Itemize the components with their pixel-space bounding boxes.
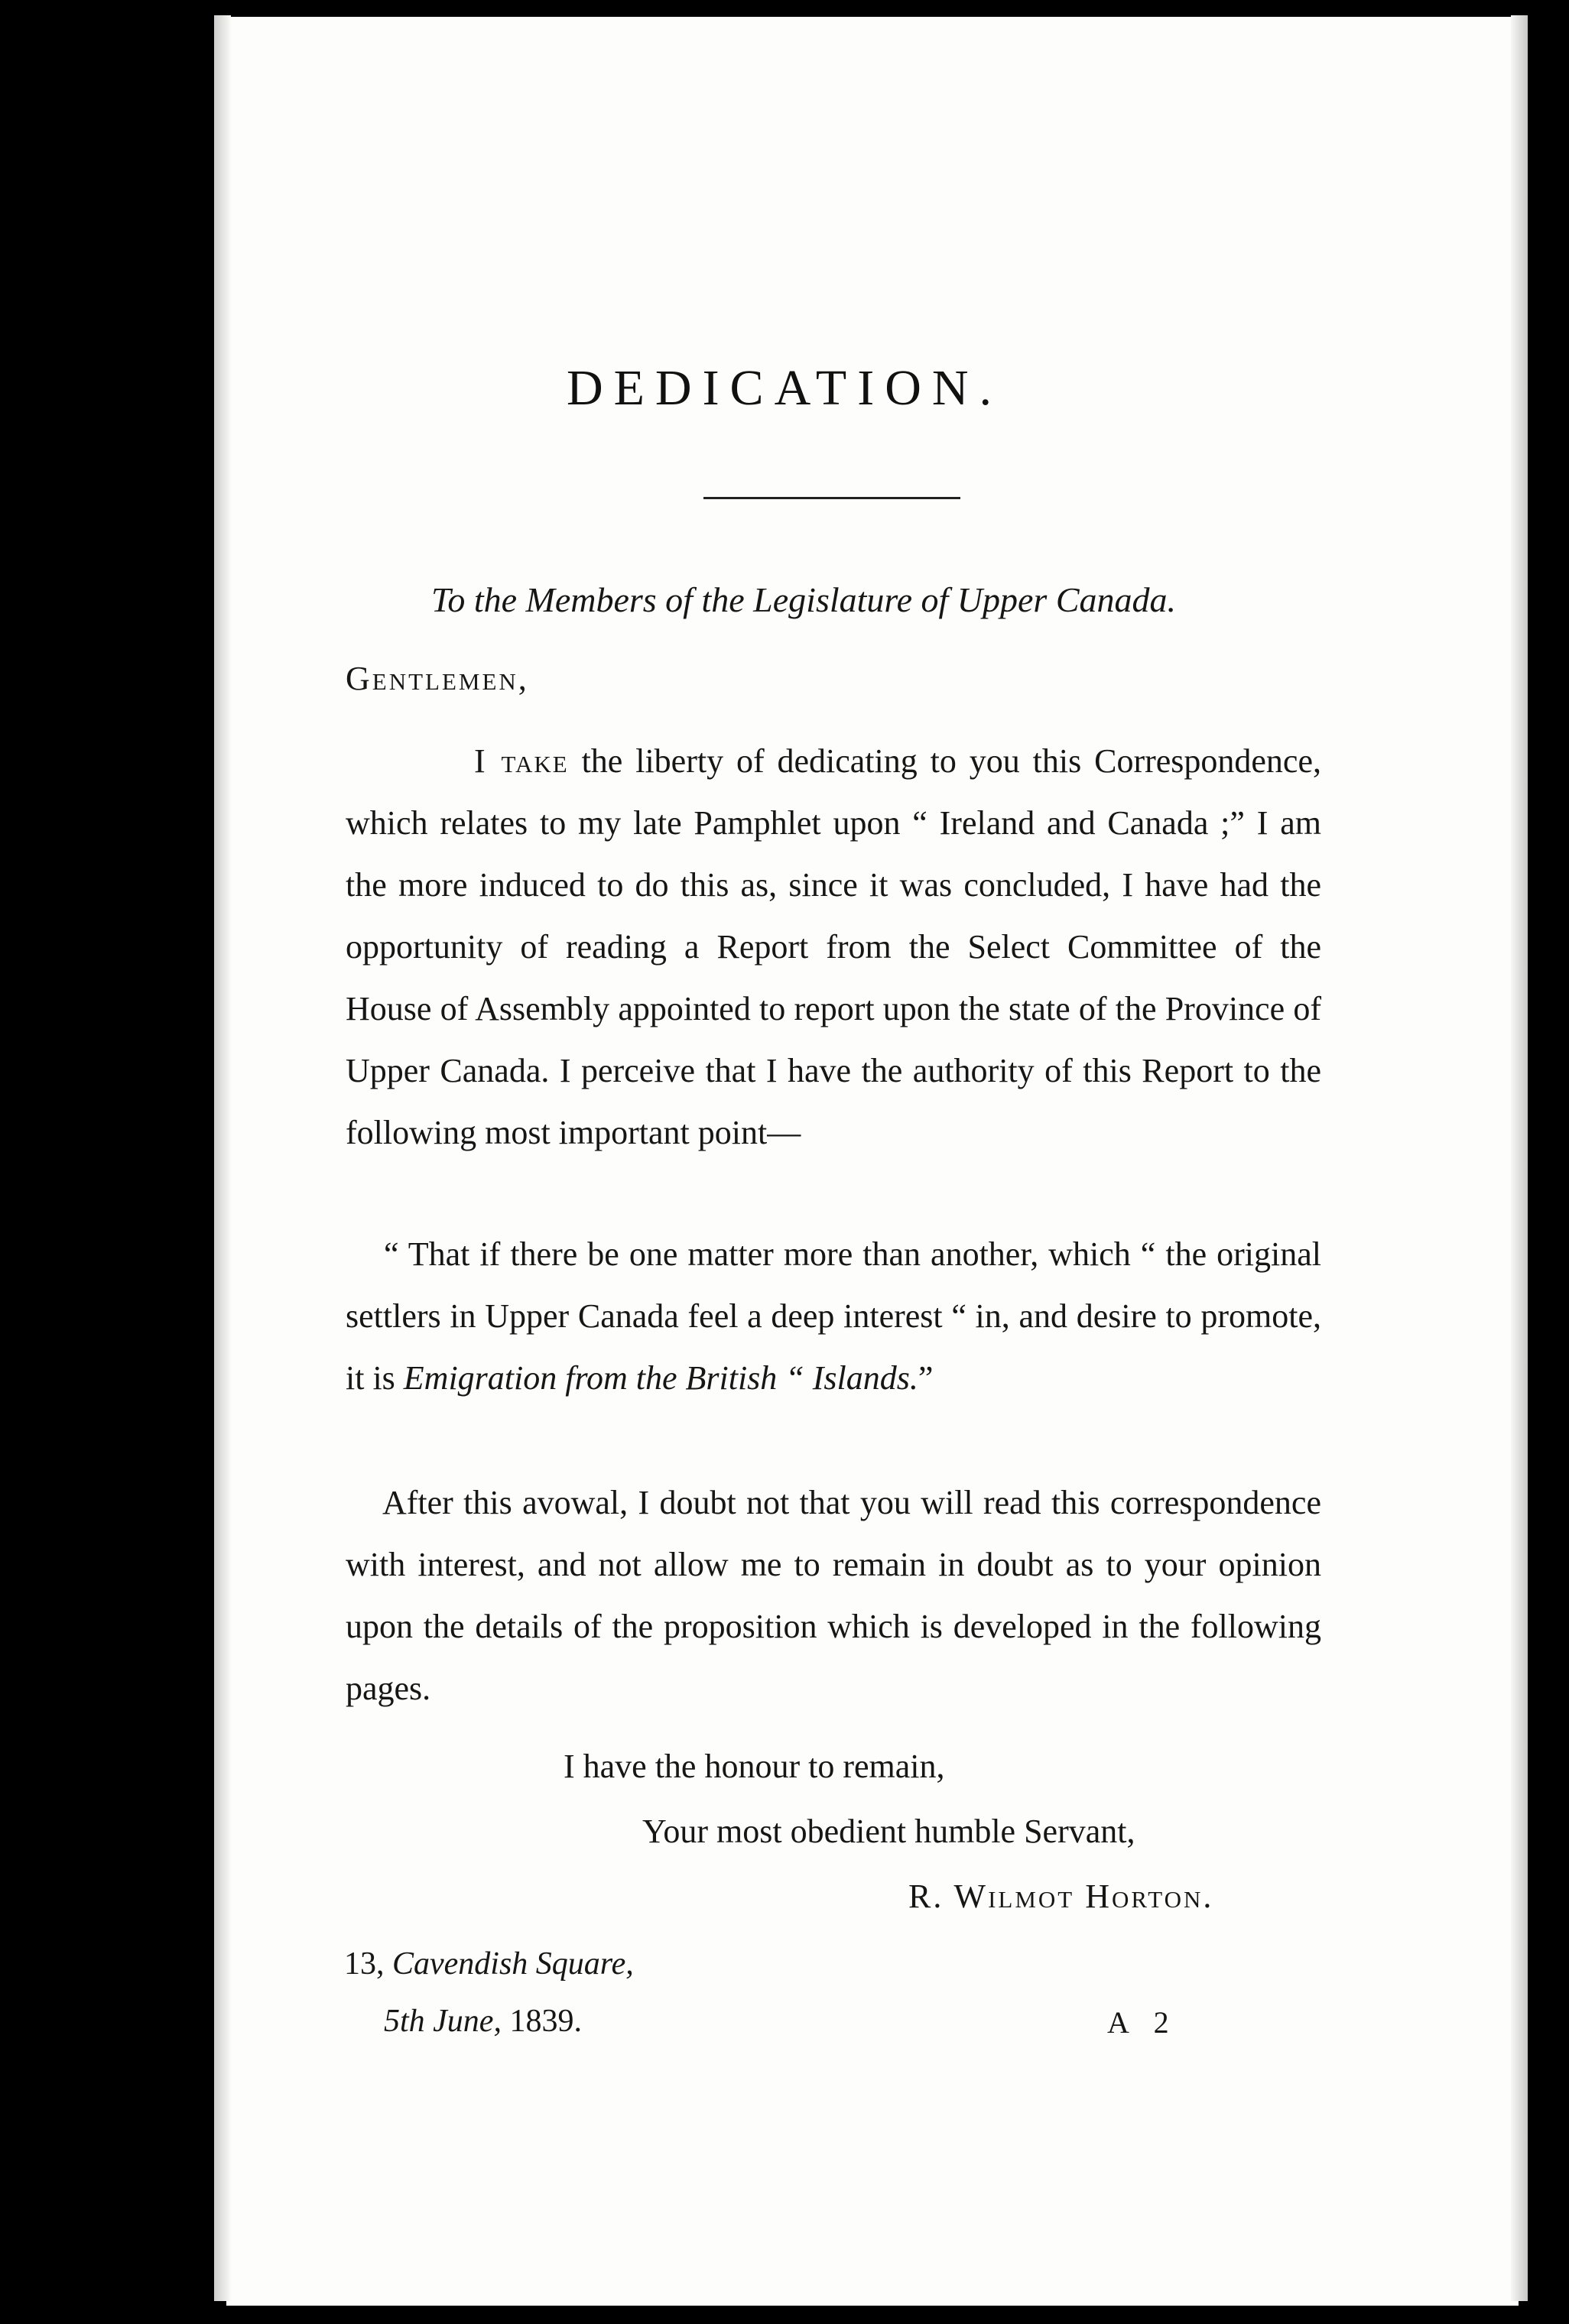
dedication-heading: DEDICATION. xyxy=(566,360,1003,416)
address-year: 1839. xyxy=(509,2004,582,2039)
paragraph-1-lead: I take xyxy=(474,742,569,780)
address-date: 5th June, xyxy=(384,2004,502,2039)
paragraph-1-text: the liberty of dedicating to you this Correspondence, which relates to my late Pamphlet upon “ Ireland and Canada ;” I am the more induced to do this as, since it was concluded, I have had the opportunity of reading a Report from the Select Committee of the House of Assembly appointed to report upon the state of the Province of Upper Canada. I perceive that I have the authority of this Report to the following most important point— xyxy=(346,742,1321,1151)
addressee-line: To the Members of the Legislature of Upper Canada. xyxy=(430,580,1177,619)
paragraph-3: After this avowal, I doubt not that you will read this correspondence with interest, and not allow me to remain in doubt as to your opinion upon the details of the proposition which is developed in the following pages. xyxy=(346,1484,1321,1707)
page-left-edge xyxy=(214,15,231,2301)
quotation xyxy=(346,1223,1321,1409)
address-number: 13, xyxy=(344,1946,385,1982)
paragraph-1 xyxy=(346,730,1321,1164)
quotation-text: “ That if there be one matter more than another, which “ the original settlers in Upper Canada feel a deep interest “ in, and desire to promote, it is xyxy=(346,1235,1321,1397)
heading-rule xyxy=(703,497,960,499)
signature: R. Wilmot Horton. xyxy=(908,1878,1214,1915)
quotation-close: ” xyxy=(918,1359,934,1397)
quotation-emphasis: Emigration from the British “ Islands. xyxy=(403,1359,918,1397)
salutation: Gentlemen, xyxy=(346,660,529,697)
page-right-edge xyxy=(1511,15,1528,2301)
address-place: Cavendish Square, xyxy=(392,1946,634,1982)
address-line-2 xyxy=(384,2003,582,2040)
address-line-1 xyxy=(344,1946,634,1982)
signature-mark: A 2 xyxy=(1107,2005,1178,2040)
closing-line-1: I have the honour to remain, xyxy=(564,1748,945,1785)
closing-line-2: Your most obedient humble Servant, xyxy=(642,1813,1135,1850)
